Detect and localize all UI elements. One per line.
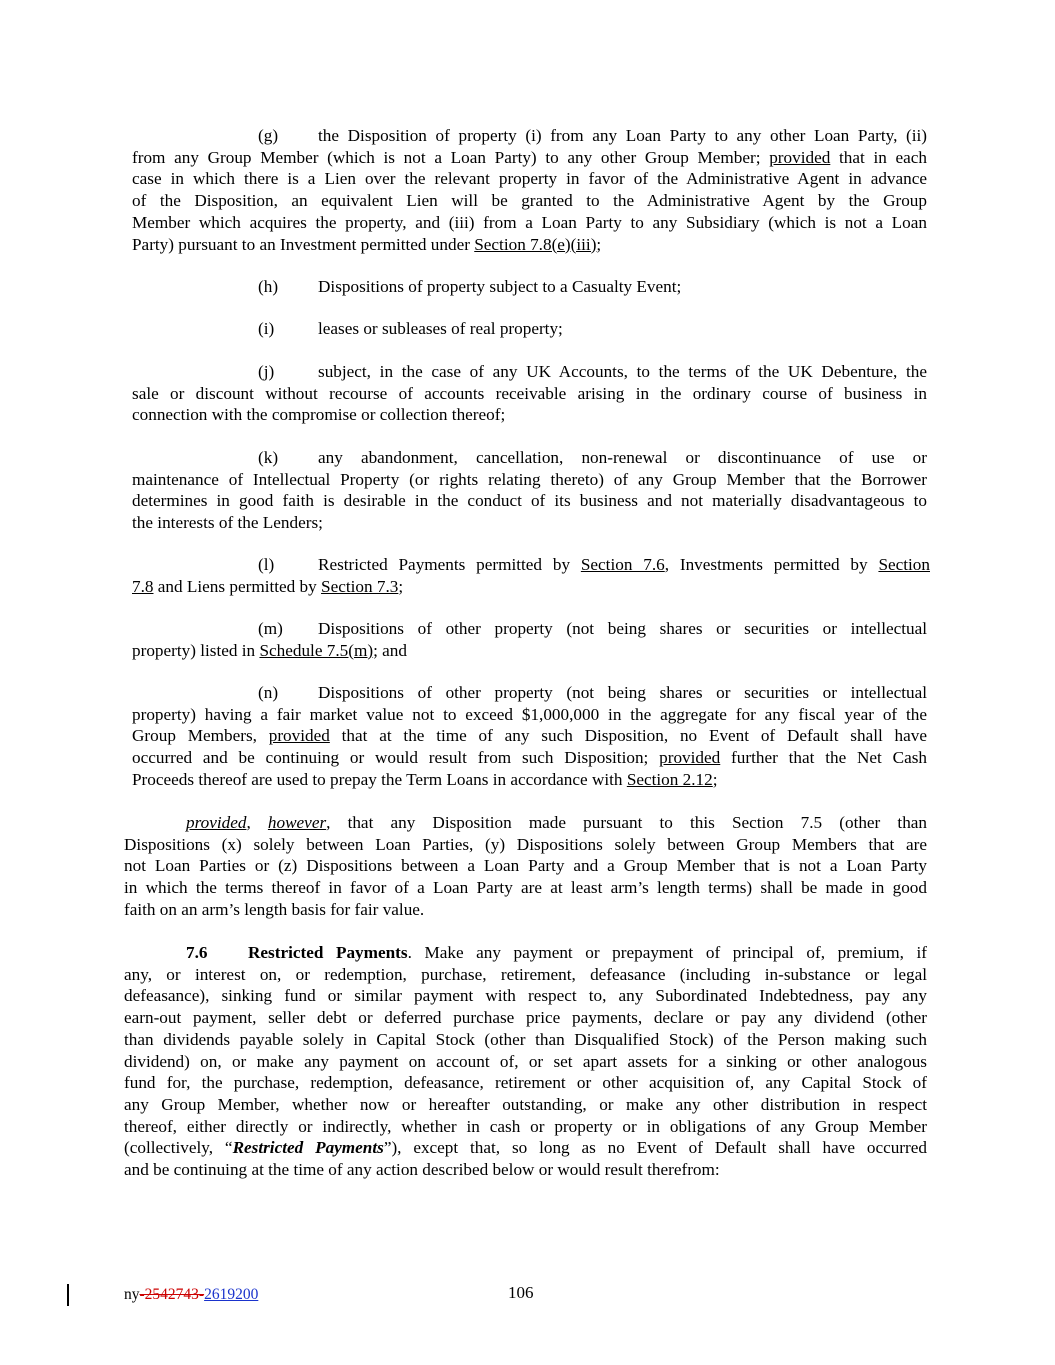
item-label: (m) xyxy=(258,619,283,638)
defined-term-however: however xyxy=(267,813,327,832)
paragraph-n: (n) Dispositions of other property (not being shares or securities or intellectual property) having a fair market value not to exceed $1,000,000 in the aggregate for any fiscal year of the Group Members, provided that at the time of any such Disposition, no Event of Default shall have occurred and be continuing or would result from such Disposition; provided further that the Net Cash Proceeds thereof are used to prepay the Term Loans in accordance with Section 2.12; xyxy=(132,683,927,789)
section-number: 7.6 xyxy=(186,943,208,962)
document-id: ny-2542743-2619200 xyxy=(124,1286,259,1303)
item-label: (i) xyxy=(258,319,275,338)
defined-term-provided: provided xyxy=(186,813,247,832)
item-label: (n) xyxy=(258,683,279,702)
paragraph-j: (j) subject, in the case of any UK Accounts, to the terms of the UK Debenture, the sale or discount without recourse of accounts receivable arising in the ordinary course of business in connection with the compromise or collection thereof; xyxy=(132,362,927,425)
defined-term-provided: provided xyxy=(659,748,721,768)
paragraph-proviso: provided, however, that any Disposition made pursuant to this Section 7.5 (other than Dispositions (x) solely between Loan Parties, (y) Dispositions solely between Group Members that are not Loan Parties or (z) Dispositions between a Loan Party and a Group Member that is not a Loan Party in which the terms thereof in favor of a Loan Party are at least arm’s length terms) shall be made in good faith on an arm’s length basis for fair value. xyxy=(124,813,928,919)
paragraph-h: (h) Dispositions of property subject to a Casualty Event; xyxy=(258,277,682,296)
section-reference: Section 2.12 xyxy=(626,769,713,789)
section-heading: Restricted Payments xyxy=(248,943,408,962)
paragraph-g: (g) the Disposition of property (i) from any Loan Party to any other Loan Party, (ii) from any Group Member (which is not a Loan Party) to any other Group Member; provided that in each case in which there is a Lien over the relevant property in favor of the Administrative Agent in advance of the Disposition, an equivalent Lien will be granted to the Administrative Agent by the Group Member which acquires the property, and (iii) from a Loan Party to any Subsidiary (which is not a Loan Party) pursuant to an Investment permitted under Section 7.8(e)(iii); xyxy=(132,126,927,254)
item-label: (h) xyxy=(258,277,279,296)
change-bar xyxy=(67,1284,69,1306)
section-reference: Section 7.6 xyxy=(580,555,665,574)
paragraph-l: (l) Restricted Payments permitted by Section 7.6, Investments permitted by Section 7.8 and Liens permitted by Section 7.3; xyxy=(132,555,930,596)
section-reference: 7.8 xyxy=(132,576,154,596)
paragraph-m: (m) Dispositions of other property (not being shares or securities or intellectual property) listed in Schedule 7.5(m); and xyxy=(132,619,927,660)
paragraph-k: (k) any abandonment, cancellation, non-renewal or discontinuance of use or maintenance of Intellectual Property (or rights relating thereto) of any Group Member that the Borrower determines in good faith is desirable in the conduct of its business and not materially disadvantageous to the interests of the Lenders; xyxy=(132,448,927,533)
section-7-6: 7.6 Restricted Payments. Make any payment or prepayment of principal of, premium, if any, or interest on, or redemption, purchase, retirement, defeasance (including in-substance or legal defeasance), sinking fund or similar payment with respect to, any Subordinated Indebtedness, pay any earn-out payment, seller debt or deferred purchase price payments, declare or pay any dividend (other than dividends payable solely in Capital Stock (other than Disqualified Stock) of the Person making such dividend) on, or make any payment on account of, or set apart assets for a sinking or other analogous fund for, the purchase, redemption, defeasance, retirement or other acquisition of, any Capital Stock of any Group Member, whether now or hereafter outstanding, or make any other distribution in respect thereof, either directly or indirectly, whether in cash or property or in obligations of any Group Member (collectively, “Restricted Payments”), except that, so long as no Event of Default shall have occurred and be continuing at the time of any action described below or would result therefrom: xyxy=(124,943,927,1180)
section-reference: Section 7.8(e)(iii) xyxy=(474,234,597,254)
paragraph-i: (i) leases or subleases of real property; xyxy=(258,319,563,338)
section-reference: Section xyxy=(878,555,930,574)
inserted-text: 2619200 xyxy=(204,1286,259,1303)
defined-term-provided: provided xyxy=(769,147,831,167)
defined-term-provided: provided xyxy=(268,726,330,746)
page-number: 106 xyxy=(508,1283,534,1302)
deleted-text: -2542743- xyxy=(139,1286,205,1303)
item-label: (j) xyxy=(258,362,275,381)
defined-term-restricted-payments: Restricted Payments xyxy=(232,1138,384,1158)
section-reference: Section 7.3 xyxy=(321,576,399,596)
item-label: (g) xyxy=(258,126,279,145)
item-label: (k) xyxy=(258,448,279,467)
item-label: (l) xyxy=(258,555,275,574)
schedule-reference: Schedule 7.5(m) xyxy=(259,640,374,660)
